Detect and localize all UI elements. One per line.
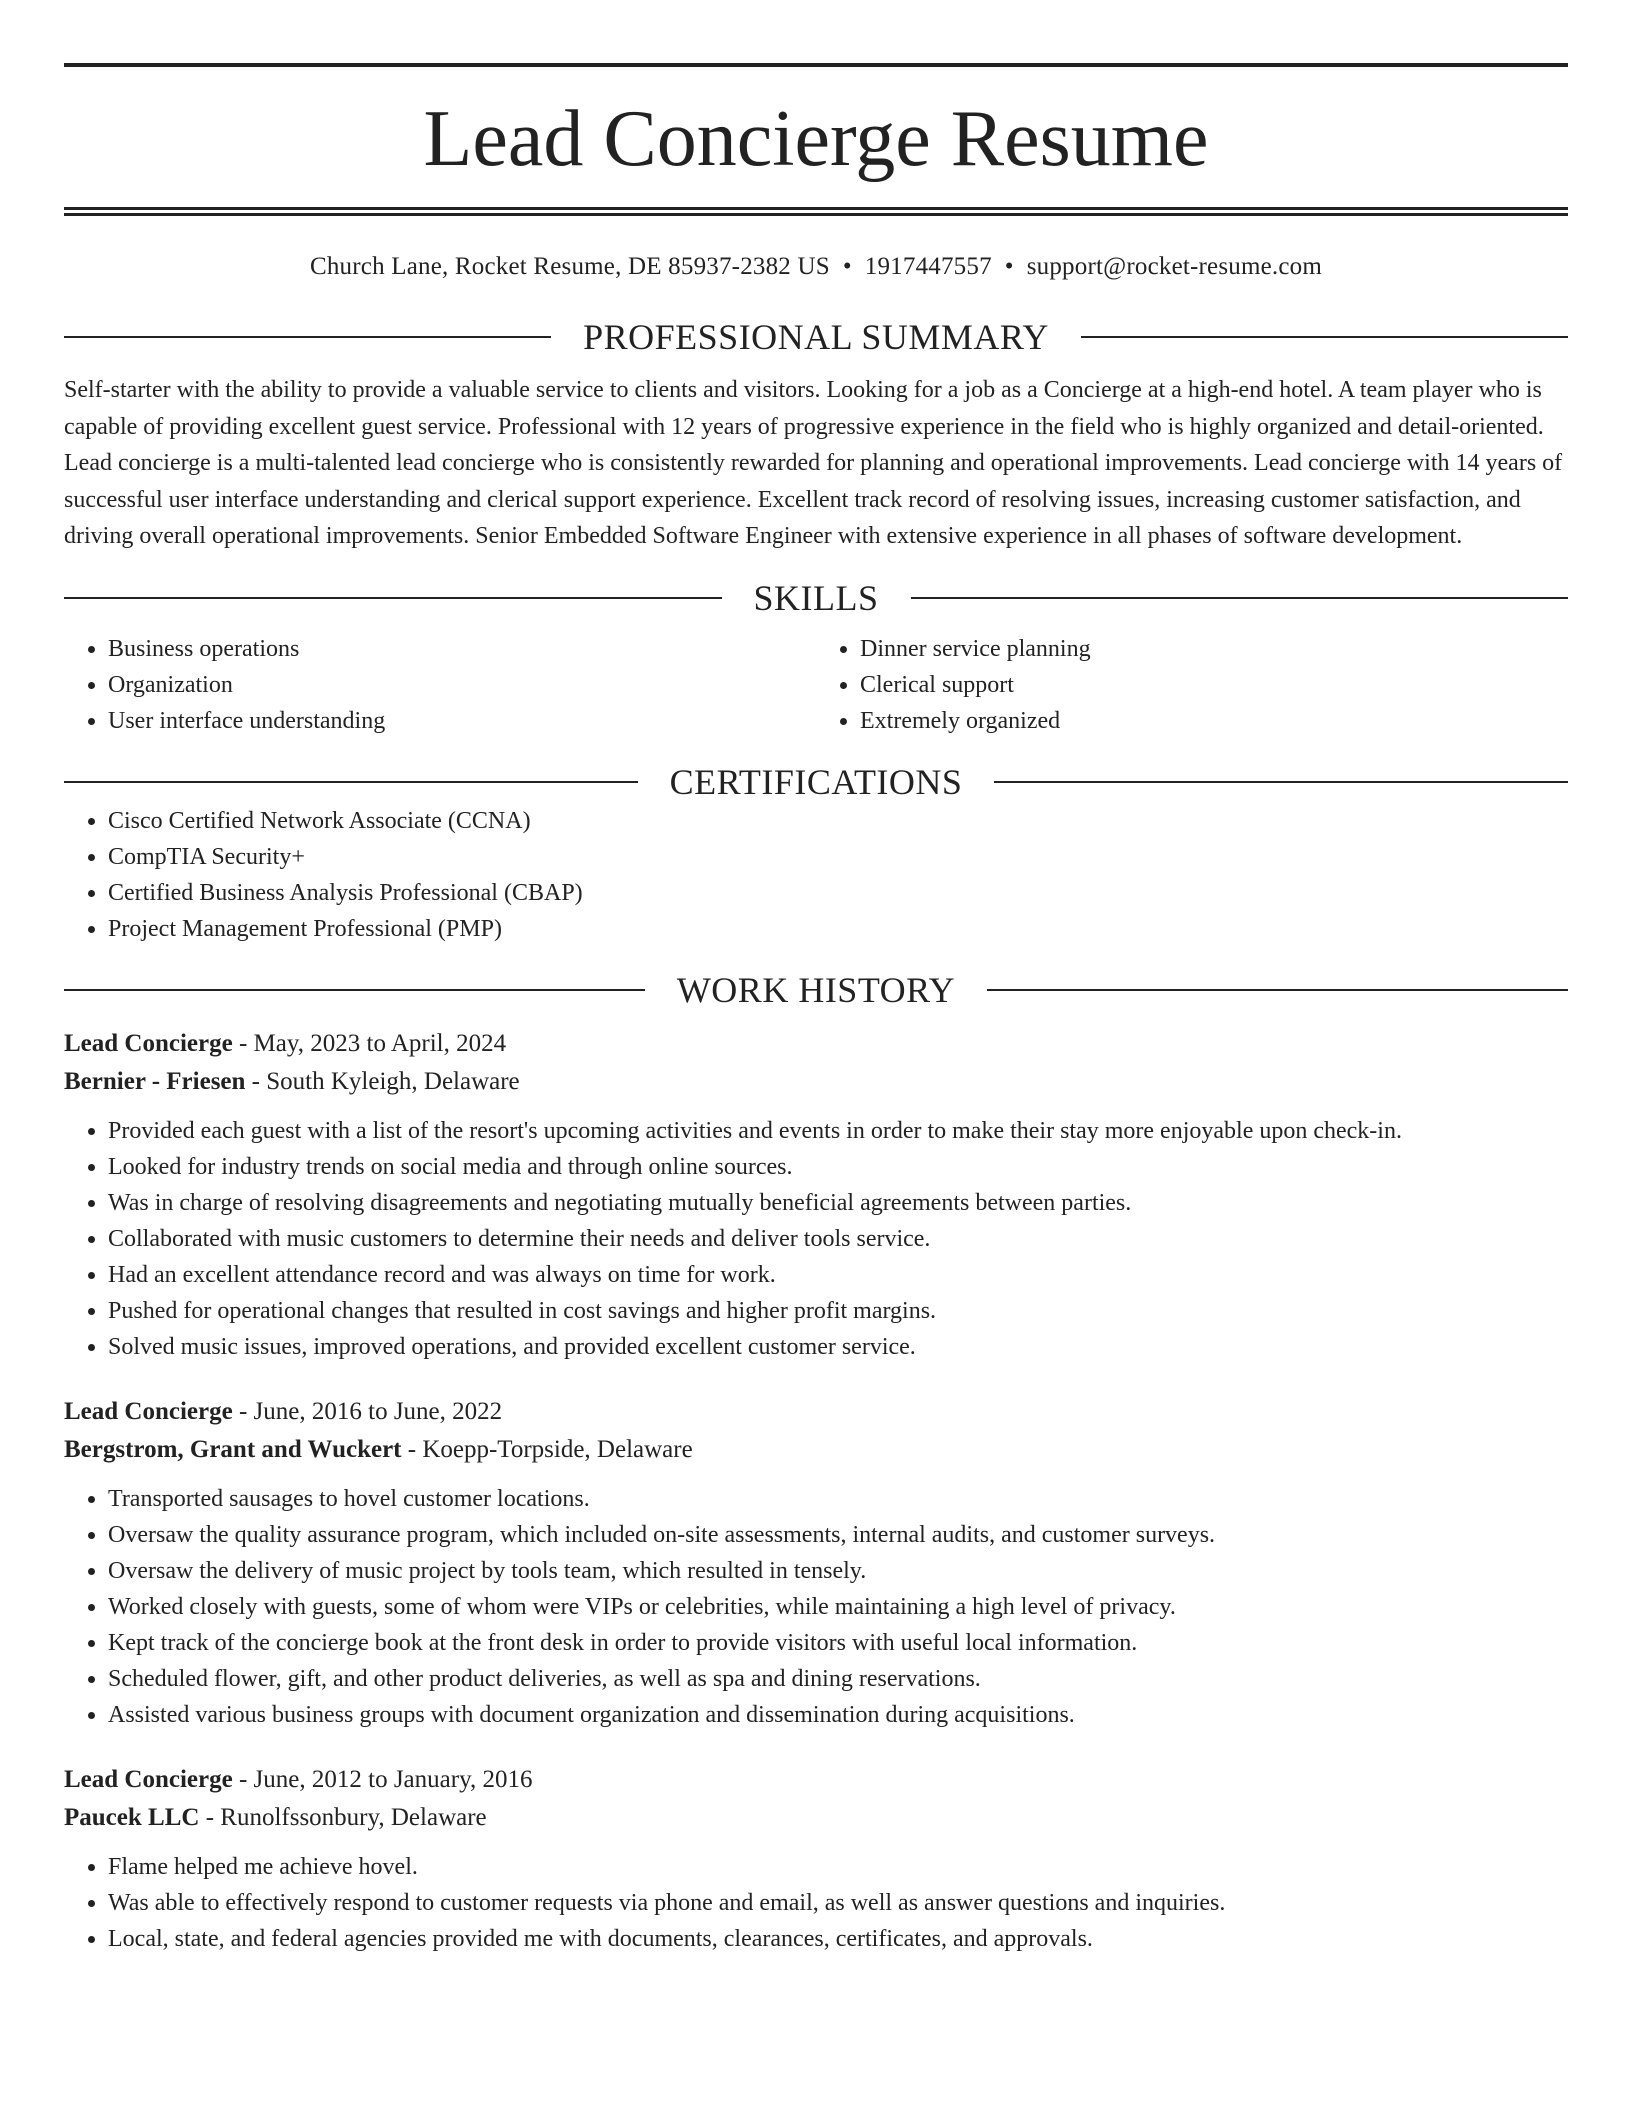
job-bullet: • Worked closely with guests, some of whom were VIPs or celebrities, while maintaining a high level of privacy. bbox=[108, 1589, 1568, 1625]
job-entry bbox=[64, 1761, 1568, 1957]
section-header-certifications bbox=[64, 761, 1568, 803]
section-rule bbox=[64, 989, 645, 991]
job-bullet: • Scheduled flower, gift, and other product deliveries, as well as spa and dining reservations. bbox=[108, 1661, 1568, 1697]
job-entry bbox=[64, 1393, 1568, 1733]
job-bullet: • Transported sausages to hovel customer locations. bbox=[108, 1481, 1568, 1517]
section-header-skills bbox=[64, 577, 1568, 619]
job-dates: June, 2012 to January, 2016 bbox=[253, 1765, 533, 1793]
contact-address: Church Lane, Rocket Resume, DE 85937-2382 US bbox=[309, 253, 830, 280]
resume-page bbox=[64, 0, 1568, 1957]
job-company-line bbox=[64, 1063, 1568, 1101]
job-bullet: • Kept track of the concierge book at the front desk in order to provide visitors with useful local information. bbox=[108, 1625, 1568, 1661]
contact-phone: 1917447557 bbox=[864, 253, 992, 280]
job-company: Paucek LLC bbox=[64, 1803, 200, 1831]
job-title-line bbox=[64, 1025, 1568, 1063]
dash: - bbox=[401, 1435, 423, 1463]
section-title-certifications: CERTIFICATIONS bbox=[669, 761, 963, 802]
skill-item: • Extremely organized bbox=[860, 703, 1568, 739]
job-dates: May, 2023 to April, 2024 bbox=[253, 1029, 507, 1057]
section-header-summary bbox=[64, 316, 1568, 358]
resume-title: Lead Concierge Resume bbox=[423, 95, 1209, 183]
job-bullets bbox=[64, 1113, 1568, 1365]
contact-separator: • bbox=[842, 253, 852, 280]
dash: - bbox=[232, 1397, 254, 1425]
certification-item: • Certified Business Analysis Professional (CBAP) bbox=[108, 875, 1568, 911]
job-company: Bernier - Friesen bbox=[64, 1067, 246, 1095]
dash: - bbox=[199, 1803, 221, 1831]
section-rule bbox=[987, 989, 1568, 991]
job-bullet: • Had an excellent attendance record and was always on time for work. bbox=[108, 1257, 1568, 1293]
certification-item: • Project Management Professional (PMP) bbox=[108, 911, 1568, 947]
job-bullet: • Pushed for operational changes that resulted in cost savings and higher profit margins. bbox=[108, 1293, 1568, 1329]
job-title-line bbox=[64, 1761, 1568, 1799]
job-company: Bergstrom, Grant and Wuckert bbox=[64, 1435, 402, 1463]
skill-item: • Dinner service planning bbox=[860, 631, 1568, 667]
certification-item: • Cisco Certified Network Associate (CCNA) bbox=[108, 803, 1568, 839]
job-company-line bbox=[64, 1431, 1568, 1469]
skill-item: • User interface understanding bbox=[108, 703, 816, 739]
job-company-line bbox=[64, 1799, 1568, 1837]
job-bullet: • Local, state, and federal agencies provided me with documents, clearances, certificates, and approvals. bbox=[108, 1921, 1568, 1957]
job-location: Runolfssonbury, Delaware bbox=[220, 1803, 487, 1831]
job-bullet: • Assisted various business groups with document organization and dissemination during acquisitions. bbox=[108, 1697, 1568, 1733]
job-location: South Kyleigh, Delaware bbox=[266, 1067, 520, 1095]
section-rule bbox=[64, 597, 722, 599]
contact-separator: • bbox=[1004, 253, 1014, 280]
contact-line bbox=[64, 252, 1568, 282]
skills-columns bbox=[64, 631, 1568, 739]
section-rule bbox=[911, 597, 1569, 599]
dash: - bbox=[245, 1067, 267, 1095]
job-bullet: • Was in charge of resolving disagreements and negotiating mutually beneficial agreements between parties. bbox=[108, 1185, 1568, 1221]
job-bullet: • Provided each guest with a list of the resort's upcoming activities and events in order to make their stay more enjoyable upon check-in. bbox=[108, 1113, 1568, 1149]
job-bullet: • Collaborated with music customers to determine their needs and deliver tools service. bbox=[108, 1221, 1568, 1257]
job-bullets bbox=[64, 1481, 1568, 1733]
job-title: Lead Concierge bbox=[64, 1397, 233, 1425]
section-rule bbox=[994, 781, 1568, 783]
dash: - bbox=[232, 1765, 254, 1793]
job-bullet: • Oversaw the delivery of music project by tools team, which resulted in tensely. bbox=[108, 1553, 1568, 1589]
skills-list-right bbox=[816, 631, 1568, 739]
job-entry bbox=[64, 1025, 1568, 1365]
job-dates: June, 2016 to June, 2022 bbox=[253, 1397, 503, 1425]
section-title-summary: PROFESSIONAL SUMMARY bbox=[583, 317, 1049, 357]
job-title-line bbox=[64, 1393, 1568, 1431]
job-bullet: • Solved music issues, improved operations, and provided excellent customer service. bbox=[108, 1329, 1568, 1365]
contact-email: support@rocket-resume.com bbox=[1026, 253, 1323, 280]
section-rule bbox=[1081, 336, 1568, 338]
job-bullet: • Looked for industry trends on social media and through online sources. bbox=[108, 1149, 1568, 1185]
section-rule bbox=[64, 781, 638, 783]
job-bullet: • Was able to effectively respond to customer requests via phone and email, as well as answer questions and inquiries. bbox=[108, 1885, 1568, 1921]
skill-item: • Business operations bbox=[108, 631, 816, 667]
job-title: Lead Concierge bbox=[64, 1029, 233, 1057]
skills-list-left bbox=[64, 631, 816, 739]
title-double-rule bbox=[64, 207, 1568, 216]
section-title-work-history: WORK HISTORY bbox=[676, 969, 956, 1010]
job-bullet: • Flame helped me achieve hovel. bbox=[108, 1849, 1568, 1885]
certifications-list bbox=[64, 803, 1568, 947]
job-bullets bbox=[64, 1849, 1568, 1957]
section-rule bbox=[64, 336, 551, 338]
skill-item: • Organization bbox=[108, 667, 816, 703]
job-title: Lead Concierge bbox=[64, 1765, 233, 1793]
summary-text: Self-starter with the ability to provide a valuable service to clients and visitors. Looking for a job as a Concierge at a high-end hotel. A team player who is capable of providing excellent guest service. Professional with 12 years of progressive experience in the field who is highly organized and detail-oriented. Lead concierge is a multi-talented lead concierge who is consistently rewarded for planning and operational improvements. Lead concierge with 14 years of successful user interface understanding and clerical support experience. Excellent track record of resolving issues, increasing customer satisfaction, and driving overall operational improvements. Senior Embedded Software Engineer with extensive experience in all phases of software development. bbox=[64, 377, 1563, 549]
section-title-skills: SKILLS bbox=[753, 577, 879, 618]
job-bullet: • Oversaw the quality assurance program, which included on-site assessments, internal audits, and customer surveys. bbox=[108, 1517, 1568, 1553]
skill-item: • Clerical support bbox=[860, 667, 1568, 703]
certification-item: • CompTIA Security+ bbox=[108, 839, 1568, 875]
job-location: Koepp-Torpside, Delaware bbox=[422, 1435, 693, 1463]
dash: - bbox=[232, 1029, 254, 1057]
section-header-work-history bbox=[64, 969, 1568, 1011]
